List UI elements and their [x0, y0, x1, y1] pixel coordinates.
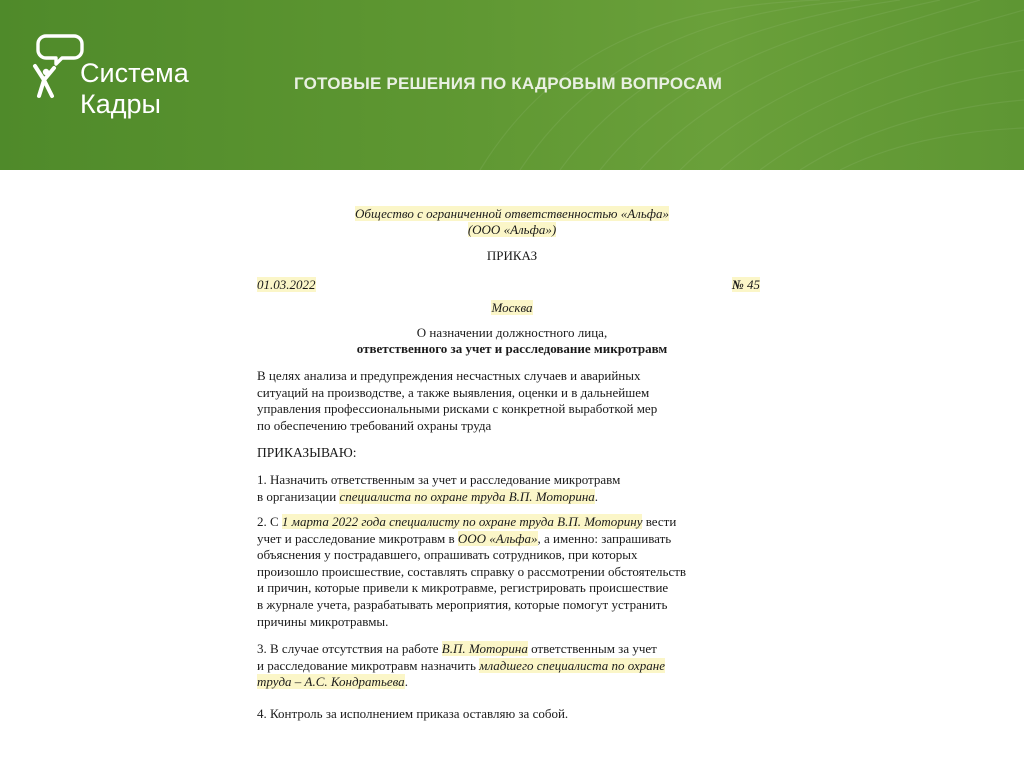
logo-line2: Кадры	[80, 89, 161, 119]
order-item-1: 1. Назначить ответственным за учет и расследование микротравм в организации специалиста по охране труда В.П. Моторина.	[257, 472, 621, 504]
header-banner	[0, 0, 1024, 170]
order-word: ПРИКАЗЫВАЮ:	[257, 445, 357, 460]
preamble: В целях анализа и предупреждения несчастных случаев и аварийных ситуаций на производстве, а также выявления, оценки и в дальнейшем управления профессиональными рисками с конкретной выработкой мер по обеспечению требований охраны труда	[257, 368, 658, 433]
order-item-2: 2. С 1 марта 2022 года специалисту по охране труда В.П. Моторину вести учет и расследование микротравм в ООО «Альфа», а именно: запрашивать объяснения у пострадавшего, опрашивать сотрудников, при которых произошло происшествие, составлять справку о рассмотрении обстоятельств и причин, которые привели к микротравме, регистрировать происшествие в журнале учета, разрабатывать мероприятия, которые помогут устранить причины микротравмы.	[257, 514, 687, 629]
logo-text	[80, 58, 189, 120]
order-item-3: 3. В случае отсутствия на работе В.П. Моторина ответственным за учет и расследование микротравм назначить младшего специалиста по охране труда – А.С. Кондратьева.	[257, 641, 666, 690]
org-full-name: Общество с ограниченной ответственностью «Альфа»	[355, 206, 669, 221]
order-title-line2: ответственного за учет и расследование микротравм	[356, 341, 668, 356]
order-title-line1: О назначении должностного лица,	[416, 325, 608, 340]
order-number: № 45	[731, 277, 760, 292]
order-item-4: 4. Контроль за исполнением приказа оставляю за собой.	[257, 706, 569, 721]
doc-type: ПРИКАЗ	[486, 248, 538, 263]
order-date: 01.03.2022	[257, 277, 316, 292]
logo-line1: Система	[80, 58, 189, 88]
header-slogan: ГОТОВЫЕ РЕШЕНИЯ ПО КАДРОВЫМ ВОПРОСАМ	[294, 74, 723, 93]
org-short-name: (ООО «Альфа»)	[467, 222, 557, 237]
order-city: Москва	[491, 300, 533, 315]
logo[interactable]	[30, 24, 210, 134]
